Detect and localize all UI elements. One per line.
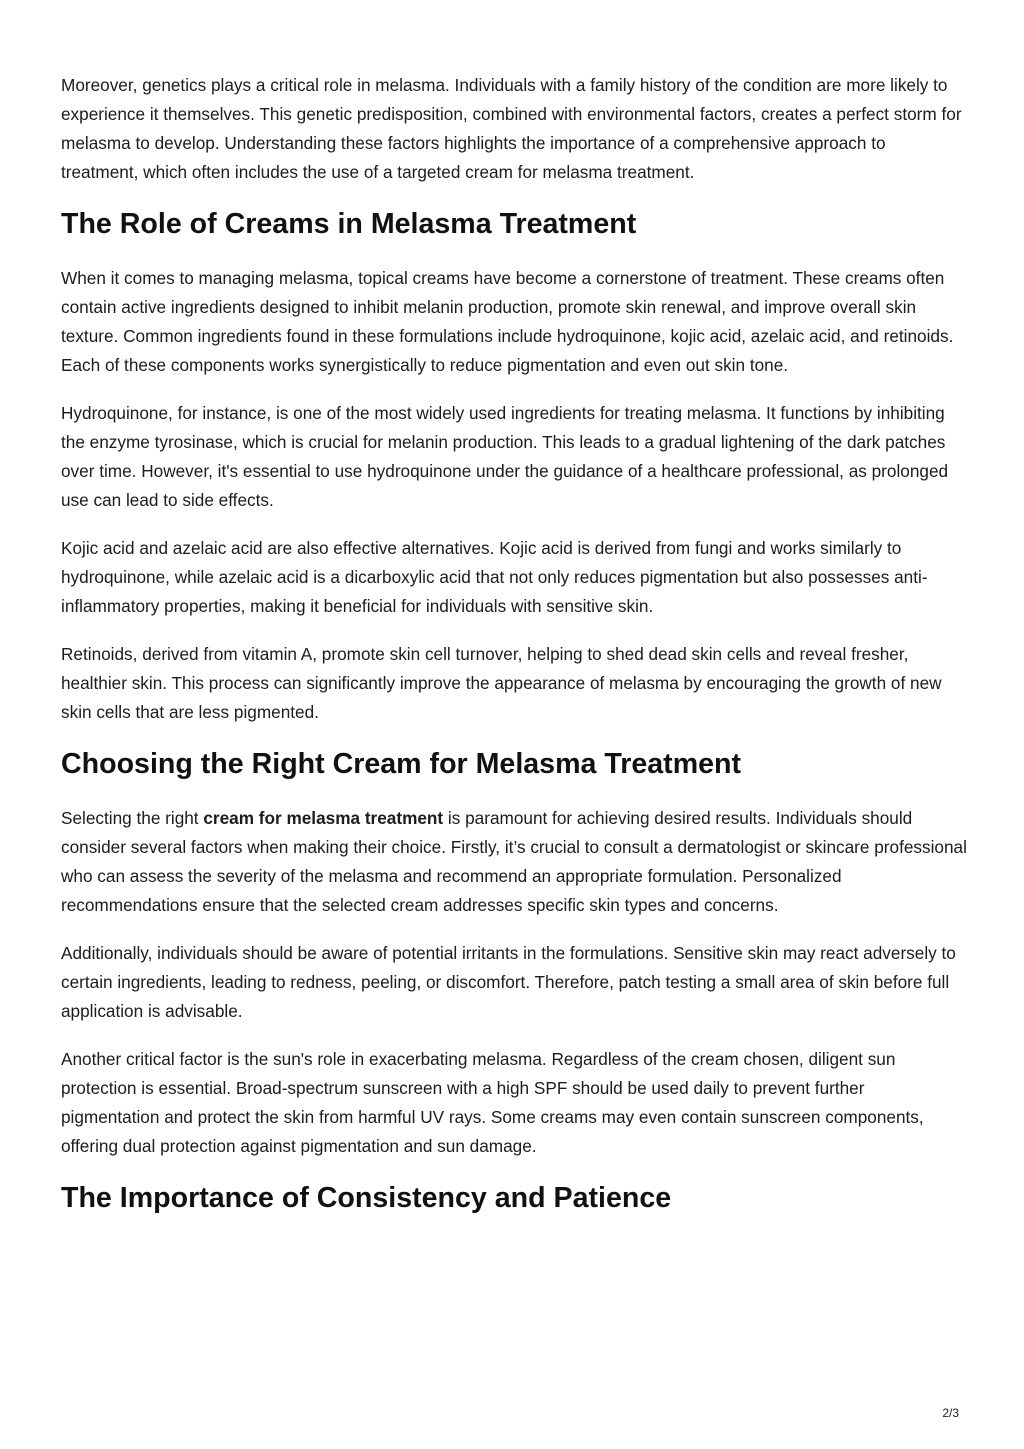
- paragraph-kojic-azelaic: Kojic acid and azelaic acid are also effective alternatives. Kojic acid is derived from fungi and works similarly to hydroquinone, while azelaic acid is a dicarboxylic acid that not only reduces pigmentation but also possesses anti-inflammatory properties, making it beneficial for individuals with sensitive skin.: [61, 538, 928, 616]
- heading-choosing-cream: Choosing the Right Cream for Melasma Treatment: [61, 748, 742, 780]
- paragraph-topical-creams: When it comes to managing melasma, topical creams have become a cornerstone of treatment. These creams often contain active ingredients designed to inhibit melanin production, promote skin renewal, and improve overall skin texture. Common ingredients found in these formulations include hydroquinone, kojic acid, azelaic acid, and retinoids. Each of these components works synergistically to reduce pigmentation and even out skin tone.: [61, 268, 954, 375]
- heading-consistency: The Importance of Consistency and Patience: [61, 1182, 672, 1214]
- paragraph-retinoids: Retinoids, derived from vitamin A, promote skin cell turnover, helping to shed dead skin cells and reveal fresher, healthier skin. This process can significantly improve the appearance of melasma by encouraging the growth of new skin cells that are less pigmented.: [61, 644, 942, 722]
- document-body: [61, 71, 967, 1238]
- heading-role-of-creams: The Role of Creams in Melasma Treatment: [61, 208, 637, 240]
- selecting-text-end: is paramount for achieving desired results. Individuals should consider several factors when making their choice. Firstly, it’s crucial to consult a dermatologist or skincare professional who can assess the severity of the melasma and recommend an appropriate formulation. Personalized recommendations ensure that the selected cream addresses specific skin types and concerns.: [61, 808, 967, 915]
- paragraph-irritants: Additionally, individuals should be aware of potential irritants in the formulations. Sensitive skin may react adversely to certain ingredients, leading to redness, peeling, or discomfort. Therefore, patch testing a small area of skin before full application is advisable.: [61, 943, 956, 1021]
- paragraph-genetics: Moreover, genetics plays a critical role in melasma. Individuals with a family history of the condition are more likely to experience it themselves. This genetic predisposition, combined with environmental factors, creates a perfect storm for melasma to develop. Understanding these factors highlights the importance of a comprehensive approach to treatment, which often includes the use of a targeted cream for melasma treatment.: [61, 75, 962, 182]
- paragraph-selecting-cream: [61, 804, 967, 920]
- paragraph-hydroquinone: Hydroquinone, for instance, is one of the most widely used ingredients for treating melasma. It functions by inhibiting the enzyme tyrosinase, which is crucial for melanin production. This leads to a gradual lightening of the dark patches over time. However, it's essential to use hydroquinone under the guidance of a healthcare professional, as prolonged use can lead to side effects.: [61, 403, 949, 510]
- selecting-text-start: Selecting the right: [61, 808, 204, 828]
- paragraph-sun-protection: Another critical factor is the sun's role in exacerbating melasma. Regardless of the cream chosen, diligent sun protection is essential. Broad-spectrum sunscreen with a high SPF should be used daily to prevent further pigmentation and protect the skin from harmful UV rays. Some creams may even contain sunscreen components, offering dual protection against pigmentation and sun damage.: [61, 1049, 924, 1156]
- page-number: 2/3: [942, 1406, 959, 1420]
- bold-keyword: cream for melasma treatment: [203, 808, 444, 828]
